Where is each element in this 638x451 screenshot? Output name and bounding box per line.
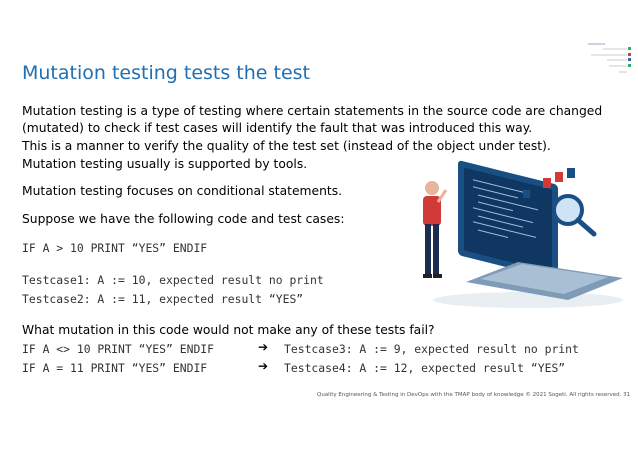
paragraph-4: Mutation testing focuses on conditional statements. xyxy=(22,184,343,198)
question-text: What mutation in this code would not make any of these tests fail? xyxy=(22,323,435,337)
arrow-right-icon: ➔ xyxy=(258,359,269,373)
laptop-illustration xyxy=(418,160,628,310)
paragraph-3: Mutation testing usually is supported by tools. xyxy=(22,157,308,171)
slide-title: Mutation testing tests the test xyxy=(22,62,311,84)
code-line: IF A > 10 PRINT “YES” ENDIF xyxy=(22,241,208,255)
arrow-right-icon: ➔ xyxy=(258,340,269,354)
testcase-1: Testcase1: A := 10, expected result no print xyxy=(22,273,324,287)
footer-text: Quality Engineering & Testing in DevOps with the TMAP body of knowledge © 2021 Sogeti. All rights reserved. 31 xyxy=(317,392,631,398)
testcase-2: Testcase2: A := 11, expected result “YES” xyxy=(22,292,304,306)
paragraph-2: This is a manner to verify the quality of the test set (instead of the object under test). xyxy=(22,139,551,153)
testcase-3: Testcase3: A := 9, expected result no print xyxy=(284,342,579,356)
mutation-2: IF A = 11 PRINT “YES” ENDIF xyxy=(22,361,208,375)
testcase-4: Testcase4: A := 12, expected result “YES” xyxy=(284,361,566,375)
thumbnail-image xyxy=(585,39,633,81)
paragraph-1a: Mutation testing is a type of testing where certain statements in the source code are changed xyxy=(22,104,603,118)
mutation-1: IF A <> 10 PRINT “YES” ENDIF xyxy=(22,342,215,356)
paragraph-5: Suppose we have the following code and test cases: xyxy=(22,212,345,226)
paragraph-1b: (mutated) to check if test cases will identify the fault that was introduced this way. xyxy=(22,121,533,135)
